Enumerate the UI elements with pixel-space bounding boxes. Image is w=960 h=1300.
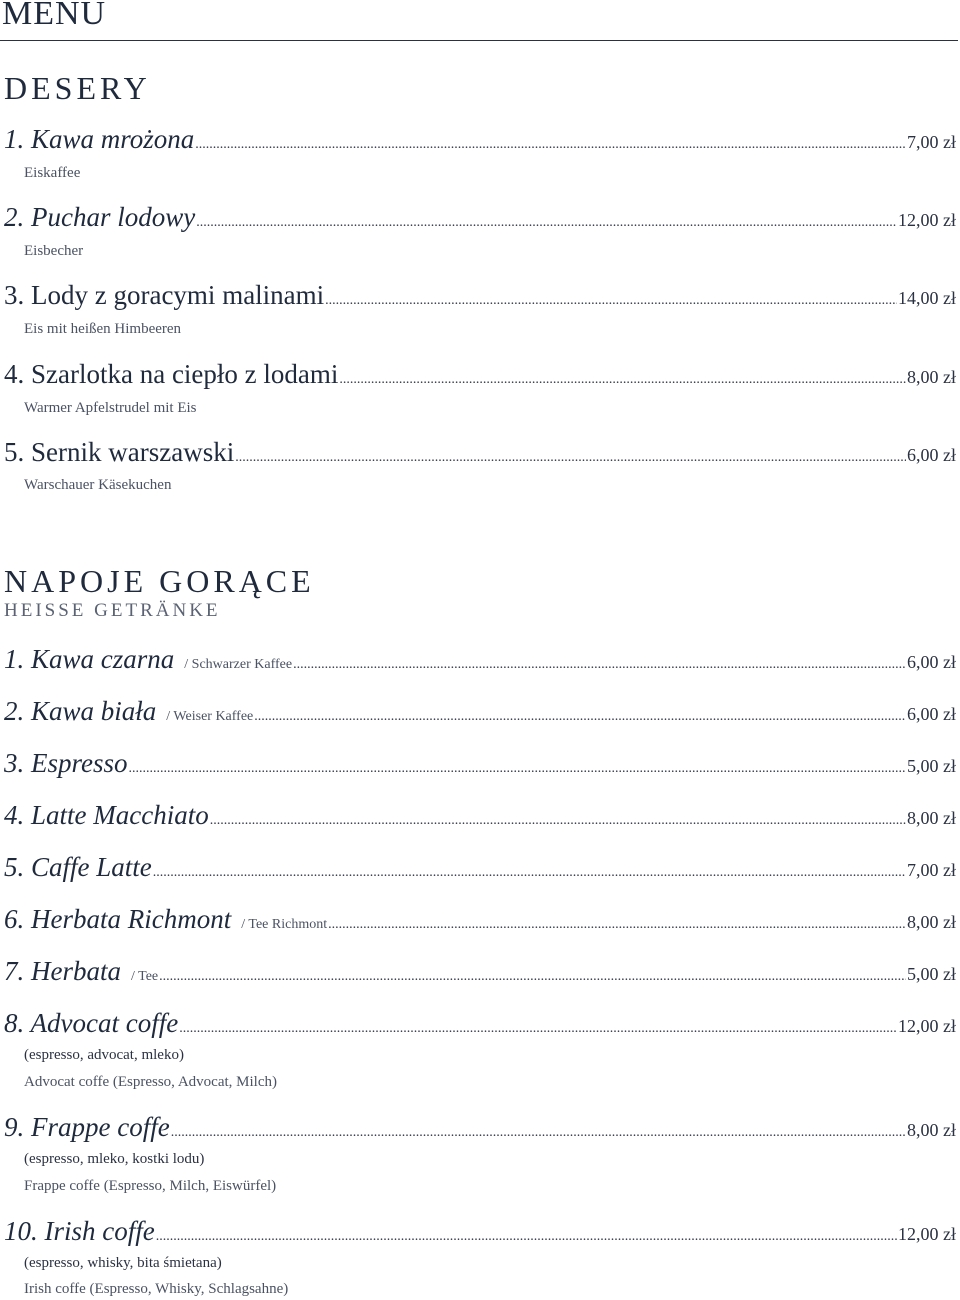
desery-title: DESERY [4,70,151,106]
leader-dots [254,709,906,725]
item-price: 8,00 zł [907,912,956,932]
napoje-item [4,904,956,935]
item-name: 3. Espresso [4,748,128,778]
menu-header [0,0,958,41]
item-translation: / Tee [131,969,159,984]
leader-dots [195,137,906,153]
item-price: 6,00 zł [907,704,956,724]
item-name: 2. Puchar lodowy [4,202,196,232]
item-ingredients: (espresso, whisky, bita śmietana) [24,1255,222,1271]
item-translation: / Schwarzer Kaffee [184,657,293,672]
napoje-item [4,956,956,987]
item-price: 8,00 zł [907,1120,956,1140]
item-name: 1. Kawa mrożona [4,124,195,154]
item-name: 6. Herbata Richmont [4,904,232,934]
item-price: 5,00 zł [907,964,956,984]
desery-item [4,359,956,390]
napoje-item [4,696,956,727]
item-price: 7,00 zł [907,860,956,880]
napoje-item [4,800,956,831]
leader-dots [325,293,897,309]
item-translation: Frappe coffe (Espresso, Milch, Eiswürfel) [24,1178,277,1194]
item-name: 4. Latte Macchiato [4,800,209,830]
item-price: 12,00 zł [898,1016,956,1036]
item-price: 14,00 zł [898,288,956,308]
napoje-item [4,644,956,675]
menu-title: MENU [2,0,107,32]
item-name: 1. Kawa czarna [4,644,175,674]
item-name: 9. Frappe coffe [4,1112,170,1142]
item-translation: Eisbecher [24,243,84,259]
item-translation: Warmer Apfelstrudel mit Eis [24,400,197,416]
item-translation: / Tee Richmont [241,917,328,932]
item-ingredients: (espresso, advocat, mleko) [24,1047,184,1063]
desery-item [4,280,956,311]
item-translation: Irish coffe (Espresso, Whisky, Schlagsahne) [24,1281,289,1297]
item-name: 8. Advocat coffe [4,1008,179,1038]
napoje-title: NAPOJE GORĄCE [4,563,315,599]
leader-dots [171,1125,906,1141]
item-name: 4. Szarlotka na ciepło z lodami [4,359,339,389]
napoje-item [4,748,956,779]
item-translation: / Weiser Kaffee [166,709,254,724]
leader-dots [129,761,906,777]
item-price: 8,00 zł [907,367,956,387]
napoje-item [4,1008,956,1039]
leader-dots [210,813,906,829]
item-name: 10. Irish coffe [4,1216,155,1246]
item-ingredients: (espresso, mleko, kostki lodu) [24,1151,205,1167]
item-price: 6,00 zł [907,445,956,465]
item-name: 5. Sernik warszawski [4,437,235,467]
leader-dots [156,1229,897,1245]
napoje-subtitle: HEISSE GETRÄNKE [4,600,221,621]
item-translation: Eiskaffee [24,165,81,181]
item-price: 6,00 zł [907,652,956,672]
napoje-item [4,1216,956,1247]
item-name: 5. Caffe Latte [4,852,152,882]
napoje-item [4,1112,956,1143]
napoje-item [4,852,956,883]
item-price: 12,00 zł [898,1224,956,1244]
item-translation: Warschauer Käsekuchen [24,477,172,493]
item-name: 3. Lody z goracymi malinami [4,280,325,310]
item-translation: Eis mit heißen Himbeeren [24,321,182,337]
leader-dots [196,215,897,231]
desery-item [4,202,956,233]
leader-dots [339,372,906,388]
item-price: 12,00 zł [898,210,956,230]
item-name: 7. Herbata [4,956,121,986]
item-price: 5,00 zł [907,756,956,776]
leader-dots [159,969,906,985]
leader-dots [328,917,906,933]
leader-dots [235,450,906,466]
item-translation: Advocat coffe (Espresso, Advocat, Milch) [24,1074,277,1090]
item-price: 7,00 zł [907,132,956,152]
item-name: 2. Kawa biała [4,696,157,726]
leader-dots [293,657,906,673]
desery-item [4,437,956,468]
leader-dots [153,865,906,881]
leader-dots [179,1021,897,1037]
item-price: 8,00 zł [907,808,956,828]
desery-item [4,124,956,155]
